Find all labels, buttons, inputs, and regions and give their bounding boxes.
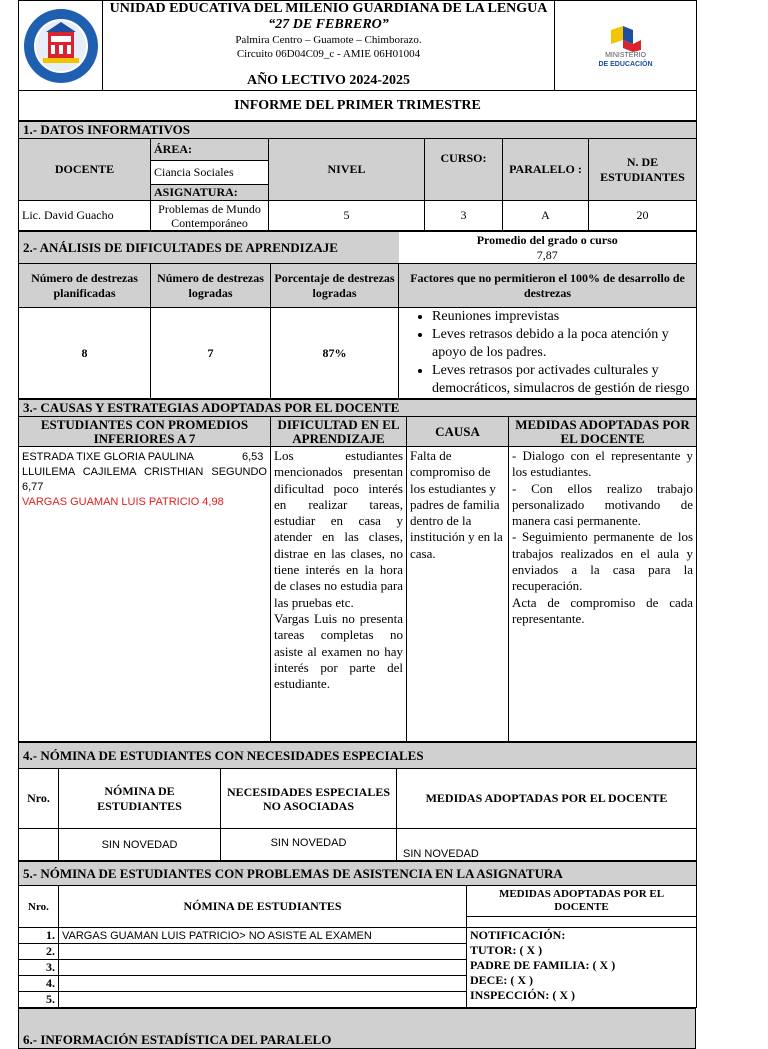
school-year: AÑO LECTIVO 2024-2025 xyxy=(246,73,411,88)
causa-cell xyxy=(407,447,509,742)
section3-title: 3.- CAUSAS Y ESTRATEGIAS ADOPTADAS POR EL DOCENTE xyxy=(19,400,697,417)
student2-grade: 6,77 xyxy=(22,481,44,493)
s4-col-nro: Nro. xyxy=(19,769,59,829)
notificacion-label: NOTIFICACIÓN: xyxy=(470,928,566,942)
factores-list xyxy=(402,308,693,398)
student1-name: ESTRADA TIXE GLORIA PAULINA xyxy=(22,451,194,463)
dificultad-p1: Los estudiantes mencionados presentan dificultad poco interés en realizar tareas, estudiar en casa y atender en las clases, distrae en las clases, no tiene interés en la hora de clases no estudia para las pruebas etc. xyxy=(274,448,403,610)
header-table xyxy=(18,0,697,121)
medidas-p4: Acta de compromiso de cada representante. xyxy=(512,594,694,626)
s4-medidas-value: SIN NOVEDAD xyxy=(397,829,697,861)
s5-row1-name: VARGAS GUAMAN LUIS PATRICIO> NO ASISTE AL EXAMEN xyxy=(59,928,467,944)
section4-table xyxy=(18,742,697,861)
causa-text: Falta de compromiso de los estudiantes y padres de familia dentro de la institución y en la casa. xyxy=(410,448,503,561)
school-info-cell xyxy=(103,1,555,91)
col-causa: CAUSA xyxy=(407,417,509,447)
curso-value: 3 xyxy=(425,201,503,231)
promedio-label: Promedio del grado o curso xyxy=(476,232,618,247)
docente-label: DOCENTE xyxy=(19,139,151,201)
report-title: INFORME DEL PRIMER TRIMESTRE xyxy=(19,91,697,121)
ministry-flag-icon xyxy=(609,26,643,52)
s5-row4-name xyxy=(59,976,467,992)
col-factores: Factores que no permitieron el 100% de desarrollo de destrezas xyxy=(399,264,697,308)
s5-row3-nro: 3. xyxy=(19,960,59,976)
school-seal-icon xyxy=(21,6,101,86)
col-porcentaje: Porcentaje de destrezas logradas xyxy=(271,264,399,308)
s5-notificacion-cell xyxy=(467,928,697,1008)
student1-line xyxy=(22,450,267,465)
medidas-p3: - Seguimiento permanente de los trabajos realizados en el aula y enviados a la casa para la recuperación. xyxy=(512,529,694,594)
area-value: Ciancia Sociales xyxy=(151,161,269,185)
porcentaje-value: 87% xyxy=(271,308,399,399)
medidas-p2: - Con ellos realizo trabajo personalizado motivando de manera casi permanente. xyxy=(512,480,694,529)
padre-check: PADRE DE FAMILIA: ( X ) xyxy=(470,958,616,972)
school-location: Palmira Centro – Guamote – Chimborazo. xyxy=(235,34,422,46)
school-circuit: Circuito 06D04C09_c - AMIE 06H01004 xyxy=(236,48,421,60)
dificultad-cell xyxy=(271,447,407,742)
s5-row2-nro: 2. xyxy=(19,944,59,960)
section2-table xyxy=(18,231,697,399)
s5-medidas-cell xyxy=(467,886,697,928)
school-logo-cell xyxy=(19,1,103,91)
student1-grade: 6,53 xyxy=(241,451,264,463)
list-item: • Leves retrasos debido a la poca atención y apoyo de los padres. xyxy=(432,326,693,362)
section1-table xyxy=(18,121,697,231)
list-item: • Leves retrasos por activades culturales y democráticos, simulacros de gestión de riesgo xyxy=(432,362,693,398)
col-dificultad: DIFICULTAD EN EL APRENDIZAJE xyxy=(271,417,407,447)
s4-col-necesidades: NECESIDADES ESPECIALES NO ASOCIADAS xyxy=(221,769,397,829)
section5-title: 5.- NÓMINA DE ESTUDIANTES CON PROBLEMAS DE ASISTENCIA EN LA ASIGNATURA xyxy=(19,862,697,886)
col-planificadas: Número de destrezas planificadas xyxy=(19,264,151,308)
s4-col-nomina: NÓMINA DE ESTUDIANTES xyxy=(59,769,221,829)
n-estudiantes-label: N. DE ESTUDIANTES xyxy=(589,139,697,201)
report-page xyxy=(18,0,696,1049)
dece-check: DECE: ( X ) xyxy=(470,973,533,987)
ministry-line1: MINISTERIO xyxy=(605,52,646,59)
medidas-cell xyxy=(509,447,697,742)
s4-nomina-value: SIN NOVEDAD xyxy=(59,829,221,861)
s4-necesidades-value: SIN NOVEDAD xyxy=(221,829,397,861)
ministry-line2: DE EDUCACIÓN xyxy=(598,61,653,68)
area-label: ÁREA: xyxy=(151,139,269,161)
logradas-value: 7 xyxy=(151,308,271,399)
section2-title: 2.- ANÁLISIS DE DIFICULTADES DE APRENDIZAJE xyxy=(19,232,399,264)
n-estudiantes-value: 20 xyxy=(589,201,697,231)
paralelo-value: A xyxy=(503,201,589,231)
planificadas-value: 8 xyxy=(19,308,151,399)
school-name: UNIDAD EDUCATIVA DEL MILENIO GUARDIANA DE LA LENGUA xyxy=(109,1,548,16)
asignatura-value: Problemas de Mundo Contemporáneo xyxy=(151,201,269,231)
section6-title: 6.- INFORMACIÓN ESTADÍSTICA DEL PARALELO xyxy=(19,1009,696,1049)
section4-title: 4.- NÓMINA DE ESTUDIANTES CON NECESIDADES ESPECIALES xyxy=(19,743,697,769)
s5-row2-name xyxy=(59,944,467,960)
ministry-logo-cell xyxy=(555,1,697,91)
tutor-check: TUTOR: ( X ) xyxy=(470,943,543,957)
medidas-p1: - Dialogo con el representante y los estudiantes. xyxy=(512,448,694,480)
s5-col-nro: Nro. xyxy=(19,886,59,928)
s5-row3-name xyxy=(59,960,467,976)
s4-col-medidas: MEDIDAS ADOPTADAS POR EL DOCENTE xyxy=(397,769,697,829)
nivel-value: 5 xyxy=(269,201,425,231)
section1-title: 1.- DATOS INFORMATIVOS xyxy=(19,122,697,139)
s5-row5-name xyxy=(59,992,467,1008)
factores-cell xyxy=(399,308,697,399)
inspeccion-check: INSPECCIÓN: ( X ) xyxy=(470,988,575,1002)
s5-row1-nro: 1. xyxy=(19,928,59,944)
section5-table xyxy=(18,861,697,1008)
list-item: • Reuniones imprevistas xyxy=(432,308,693,326)
section6-table xyxy=(18,1008,696,1049)
dificultad-p2: Vargas Luis no presenta tareas completas no asiste al examen no hay interés por parte del estudiante. xyxy=(274,610,403,692)
s5-row5-nro: 5. xyxy=(19,992,59,1008)
col-logradas: Número de destrezas logradas xyxy=(151,264,271,308)
section3-table xyxy=(18,399,697,742)
estudiantes-cell xyxy=(19,447,271,742)
s5-row4-nro: 4. xyxy=(19,976,59,992)
curso-label: CURSO: xyxy=(425,139,503,201)
paralelo-label: PARALELO : xyxy=(503,139,589,201)
docente-value: Lic. David Guacho xyxy=(19,201,151,231)
asignatura-label: ASIGNATURA: xyxy=(151,185,269,201)
nivel-label: NIVEL xyxy=(269,139,425,201)
col-medidas: MEDIDAS ADOPTADAS POR EL DOCENTE xyxy=(509,417,697,447)
s5-col-nomina: NÓMINA DE ESTUDIANTES xyxy=(59,886,467,928)
col-estudiantes: ESTUDIANTES CON PROMEDIOS INFERIORES A 7 xyxy=(19,417,271,447)
school-motto: “27 DE FEBRERO” xyxy=(268,17,389,32)
promedio-cell xyxy=(399,232,697,264)
s4-nro-value xyxy=(19,829,59,861)
promedio-value: 7,87 xyxy=(536,247,558,262)
student2-name: LLUILEMA CAJILEMA CRISTHIAN SEGUNDO xyxy=(22,466,267,478)
s5-col-medidas: MEDIDAS ADOPTADAS POR EL DOCENTE xyxy=(467,886,696,917)
student3-line: VARGAS GUAMAN LUIS PATRICIO 4,98 xyxy=(22,496,224,508)
